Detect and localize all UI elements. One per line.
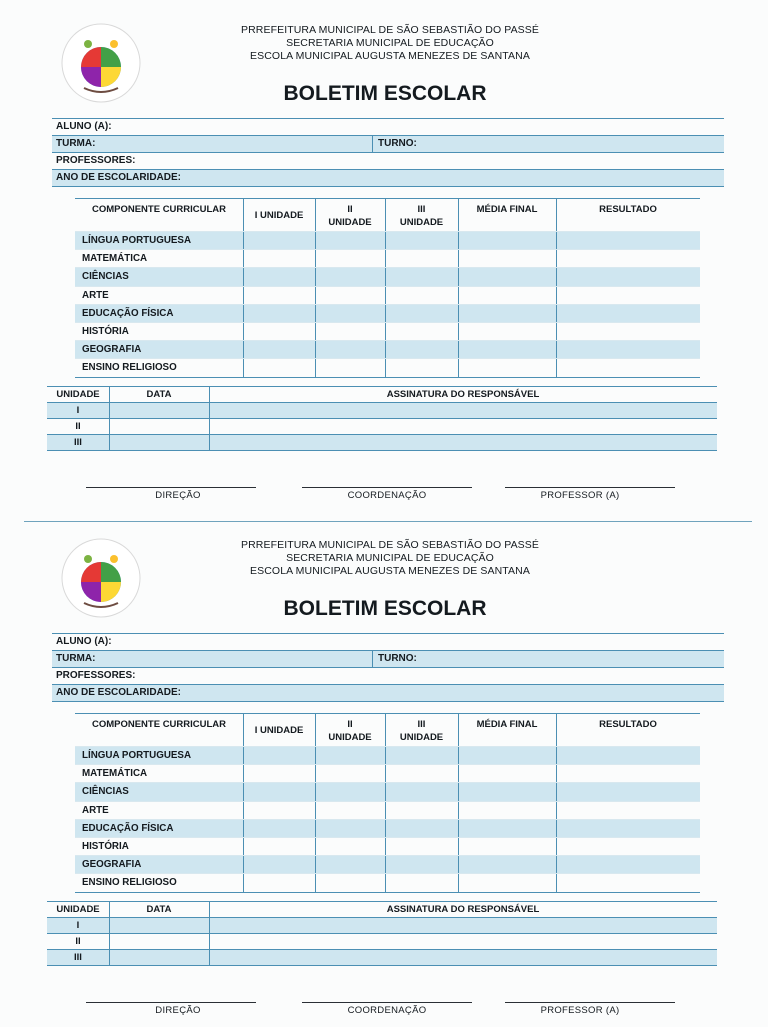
column-divider [385, 287, 386, 304]
subject-label: GEOGRAFIA [82, 344, 142, 356]
report-card-top [0, 0, 768, 512]
signature-header-row [47, 387, 717, 402]
column-divider [458, 323, 459, 340]
column-divider [556, 305, 557, 322]
col-data: DATA [146, 389, 172, 400]
column-divider [209, 950, 210, 965]
header-line-1: PRREFEITURA MUNICIPAL DE SÃO SEBASTIÃO DO PASSÉ [241, 539, 539, 551]
footer-direcao: DIREÇÃO [155, 1005, 201, 1016]
col-ii-word: UNIDADE [328, 732, 372, 743]
column-divider [458, 341, 459, 358]
column-divider [315, 856, 316, 873]
table-row[interactable] [75, 231, 700, 249]
column-divider [458, 820, 459, 837]
column-divider [109, 403, 110, 418]
table-row[interactable] [75, 286, 700, 304]
column-divider [385, 250, 386, 267]
column-divider [458, 747, 459, 764]
column-divider [315, 341, 316, 358]
label-turma: TURMA: [56, 138, 96, 149]
subject-label: HISTÓRIA [82, 840, 129, 852]
footer-direcao: DIREÇÃO [155, 490, 201, 501]
col-assinatura: ASSINATURA DO RESPONSÁVEL [386, 389, 540, 400]
label-turma: TURMA: [56, 653, 96, 664]
column-divider [458, 765, 459, 782]
column-divider [243, 765, 244, 782]
column-divider [243, 820, 244, 837]
column-divider [458, 268, 459, 285]
column-divider [243, 856, 244, 873]
grades-header-row [75, 199, 700, 231]
column-divider [385, 305, 386, 322]
subject-label: EDUCAÇÃO FÍSICA [82, 822, 174, 834]
subject-label: MATEMÁTICA [82, 768, 148, 780]
column-divider [556, 802, 557, 819]
column-divider [243, 250, 244, 267]
column-divider [315, 747, 316, 764]
column-divider [315, 838, 316, 855]
school-logo-icon [60, 537, 142, 619]
col-unidade: UNIDADE [56, 389, 100, 400]
subject-label: CIÊNCIAS [82, 786, 129, 798]
column-divider [109, 435, 110, 450]
column-divider [315, 232, 316, 249]
column-divider [109, 950, 110, 965]
column-divider [243, 838, 244, 855]
row-turma[interactable] [52, 135, 724, 152]
column-divider [385, 802, 386, 819]
column-divider [458, 232, 459, 249]
column-divider [385, 838, 386, 855]
col-data: DATA [146, 904, 172, 915]
column-divider [109, 918, 110, 933]
column-divider [315, 323, 316, 340]
table-row[interactable] [75, 249, 700, 267]
column-divider [458, 838, 459, 855]
column-divider [243, 783, 244, 800]
column-divider [315, 305, 316, 322]
signature-line-direcao [86, 1002, 256, 1003]
column-divider [556, 359, 557, 376]
signature-line-coordenacao [302, 1002, 472, 1003]
signature-table [47, 901, 717, 966]
column-divider [385, 747, 386, 764]
column-divider [556, 838, 557, 855]
signature-line-professor [505, 1002, 675, 1003]
table-row[interactable] [75, 782, 700, 800]
unit-label: II [75, 936, 81, 947]
column-divider [458, 874, 459, 891]
column-divider [556, 287, 557, 304]
row-ano[interactable] [52, 684, 724, 702]
column-divider [458, 359, 459, 376]
unit-label: III [74, 437, 82, 448]
column-divider [243, 323, 244, 340]
table-row[interactable] [47, 402, 717, 418]
column-divider [556, 874, 557, 891]
grades-table [75, 713, 700, 893]
column-divider [243, 747, 244, 764]
col-resultado: RESULTADO [599, 204, 657, 215]
column-divider [385, 341, 386, 358]
column-divider [458, 287, 459, 304]
subject-label: ARTE [82, 804, 109, 816]
column-divider [209, 918, 210, 933]
col-unidade: UNIDADE [56, 904, 100, 915]
col-i-unidade: I UNIDADE [254, 725, 304, 736]
table-row[interactable] [75, 764, 700, 782]
subject-label: ENSINO RELIGIOSO [82, 362, 177, 374]
column-divider [315, 874, 316, 891]
column-divider [556, 765, 557, 782]
column-divider [315, 359, 316, 376]
column-divider [556, 783, 557, 800]
column-divider [556, 323, 557, 340]
label-turno: TURNO: [378, 138, 417, 149]
column-divider [109, 934, 110, 949]
column-divider [385, 874, 386, 891]
column-divider [243, 359, 244, 376]
unit-label: II [75, 421, 81, 432]
col-assinatura: ASSINATURA DO RESPONSÁVEL [386, 904, 540, 915]
subject-label: CIÊNCIAS [82, 271, 129, 283]
subject-label: EDUCAÇÃO FÍSICA [82, 307, 174, 319]
column-divider [109, 419, 110, 434]
label-professores: PROFESSORES: [56, 155, 136, 166]
label-professores: PROFESSORES: [56, 670, 136, 681]
table-row[interactable] [75, 819, 700, 837]
footer-coordenacao: COORDENAÇÃO [347, 1005, 427, 1016]
row-professores[interactable] [52, 667, 724, 684]
column-divider [556, 268, 557, 285]
signature-header-row [47, 902, 717, 917]
column-divider [458, 305, 459, 322]
subject-label: ENSINO RELIGIOSO [82, 877, 177, 889]
footer-coordenacao: COORDENAÇÃO [347, 490, 427, 501]
unit-label: III [74, 952, 82, 963]
col-ii-roman: II [347, 204, 353, 215]
table-row[interactable] [75, 873, 700, 891]
grades-header-row [75, 714, 700, 746]
column-divider [209, 419, 210, 434]
signature-line-direcao [86, 487, 256, 488]
signature-table [47, 386, 717, 451]
column-divider [209, 435, 210, 450]
col-iii-roman: III [417, 719, 426, 730]
label-ano: ANO DE ESCOLARIDADE: [56, 687, 182, 698]
table-row[interactable] [47, 933, 717, 949]
column-divider [385, 359, 386, 376]
label-aluno: ALUNO (A): [56, 121, 112, 132]
column-divider [315, 802, 316, 819]
column-divider [315, 820, 316, 837]
row-aluno[interactable] [52, 633, 724, 650]
grades-table [75, 198, 700, 378]
divider [372, 136, 373, 152]
column-divider [315, 250, 316, 267]
table-row[interactable] [47, 434, 717, 450]
column-divider [243, 341, 244, 358]
col-iii-unidade [385, 203, 458, 229]
report-card-bottom [0, 515, 768, 1027]
label-ano: ANO DE ESCOLARIDADE: [56, 172, 182, 183]
unit-label: I [76, 920, 80, 931]
subject-label: LÍNGUA PORTUGUESA [82, 750, 192, 761]
column-divider [385, 765, 386, 782]
table-row[interactable] [47, 917, 717, 933]
column-divider [315, 268, 316, 285]
subject-label: ARTE [82, 289, 109, 301]
column-divider [385, 856, 386, 873]
column-divider [385, 232, 386, 249]
row-turma[interactable] [52, 650, 724, 667]
row-professores[interactable] [52, 152, 724, 169]
school-logo-icon [60, 22, 142, 104]
column-divider [209, 934, 210, 949]
unit-label: I [76, 405, 80, 416]
subject-label: HISTÓRIA [82, 325, 129, 337]
column-divider [458, 783, 459, 800]
column-divider [315, 287, 316, 304]
document-title: BOLETIM ESCOLAR [283, 597, 487, 620]
document-title: BOLETIM ESCOLAR [283, 82, 487, 105]
municipality-header [210, 539, 570, 578]
header-line-3: ESCOLA MUNICIPAL AUGUSTA MENEZES DE SANTANA [250, 50, 530, 62]
column-divider [458, 802, 459, 819]
column-divider [556, 747, 557, 764]
column-divider [556, 250, 557, 267]
column-divider [243, 232, 244, 249]
col-iii-word: UNIDADE [399, 217, 444, 228]
footer-professor: PROFESSOR (A) [540, 490, 620, 501]
column-divider [458, 856, 459, 873]
column-divider [385, 820, 386, 837]
col-componente: COMPONENTE CURRICULAR [91, 719, 227, 730]
signature-line-coordenacao [302, 487, 472, 488]
column-divider [243, 874, 244, 891]
column-divider [315, 783, 316, 800]
column-divider [243, 305, 244, 322]
col-iii-unidade [385, 718, 458, 744]
column-divider [556, 341, 557, 358]
column-divider [556, 232, 557, 249]
col-media-final: MÉDIA FINAL [476, 719, 538, 730]
subject-label: MATEMÁTICA [82, 253, 148, 265]
table-row[interactable] [75, 746, 700, 764]
col-ii-unidade [315, 203, 385, 229]
student-info-block [52, 633, 724, 702]
table-row[interactable] [47, 949, 717, 965]
municipality-header [210, 24, 570, 63]
column-divider [243, 802, 244, 819]
table-row[interactable] [75, 322, 700, 340]
col-ii-unidade [315, 718, 385, 744]
col-iii-word: UNIDADE [399, 732, 444, 743]
column-divider [458, 250, 459, 267]
table-row[interactable] [75, 801, 700, 819]
table-row[interactable] [75, 340, 700, 358]
student-info-block [52, 118, 724, 187]
column-divider [243, 268, 244, 285]
label-aluno: ALUNO (A): [56, 636, 112, 647]
header-line-3: ESCOLA MUNICIPAL AUGUSTA MENEZES DE SANTANA [250, 565, 530, 577]
col-componente: COMPONENTE CURRICULAR [91, 204, 227, 215]
table-row[interactable] [75, 837, 700, 855]
col-iii-roman: III [417, 204, 426, 215]
header-line-2: SECRETARIA MUNICIPAL DE EDUCAÇÃO [286, 552, 494, 564]
column-divider [243, 287, 244, 304]
col-ii-roman: II [347, 719, 353, 730]
column-divider [385, 268, 386, 285]
table-row[interactable] [75, 358, 700, 376]
col-resultado: RESULTADO [599, 719, 657, 730]
col-media-final: MÉDIA FINAL [476, 204, 538, 215]
row-aluno[interactable] [52, 118, 724, 135]
table-row[interactable] [75, 267, 700, 285]
col-i-unidade: I UNIDADE [254, 210, 304, 221]
column-divider [209, 403, 210, 418]
table-row[interactable] [75, 855, 700, 873]
row-ano[interactable] [52, 169, 724, 187]
column-divider [556, 856, 557, 873]
col-ii-word: UNIDADE [328, 217, 372, 228]
divider [372, 651, 373, 667]
subject-label: LÍNGUA PORTUGUESA [82, 235, 192, 246]
header-line-2: SECRETARIA MUNICIPAL DE EDUCAÇÃO [286, 37, 494, 49]
column-divider [385, 323, 386, 340]
footer-professor: PROFESSOR (A) [540, 1005, 620, 1016]
column-divider [385, 783, 386, 800]
table-row[interactable] [75, 304, 700, 322]
subject-label: GEOGRAFIA [82, 859, 142, 871]
header-line-1: PRREFEITURA MUNICIPAL DE SÃO SEBASTIÃO DO PASSÉ [241, 24, 539, 36]
signature-line-professor [505, 487, 675, 488]
column-divider [556, 820, 557, 837]
column-divider [315, 765, 316, 782]
table-row[interactable] [47, 418, 717, 434]
label-turno: TURNO: [378, 653, 417, 664]
